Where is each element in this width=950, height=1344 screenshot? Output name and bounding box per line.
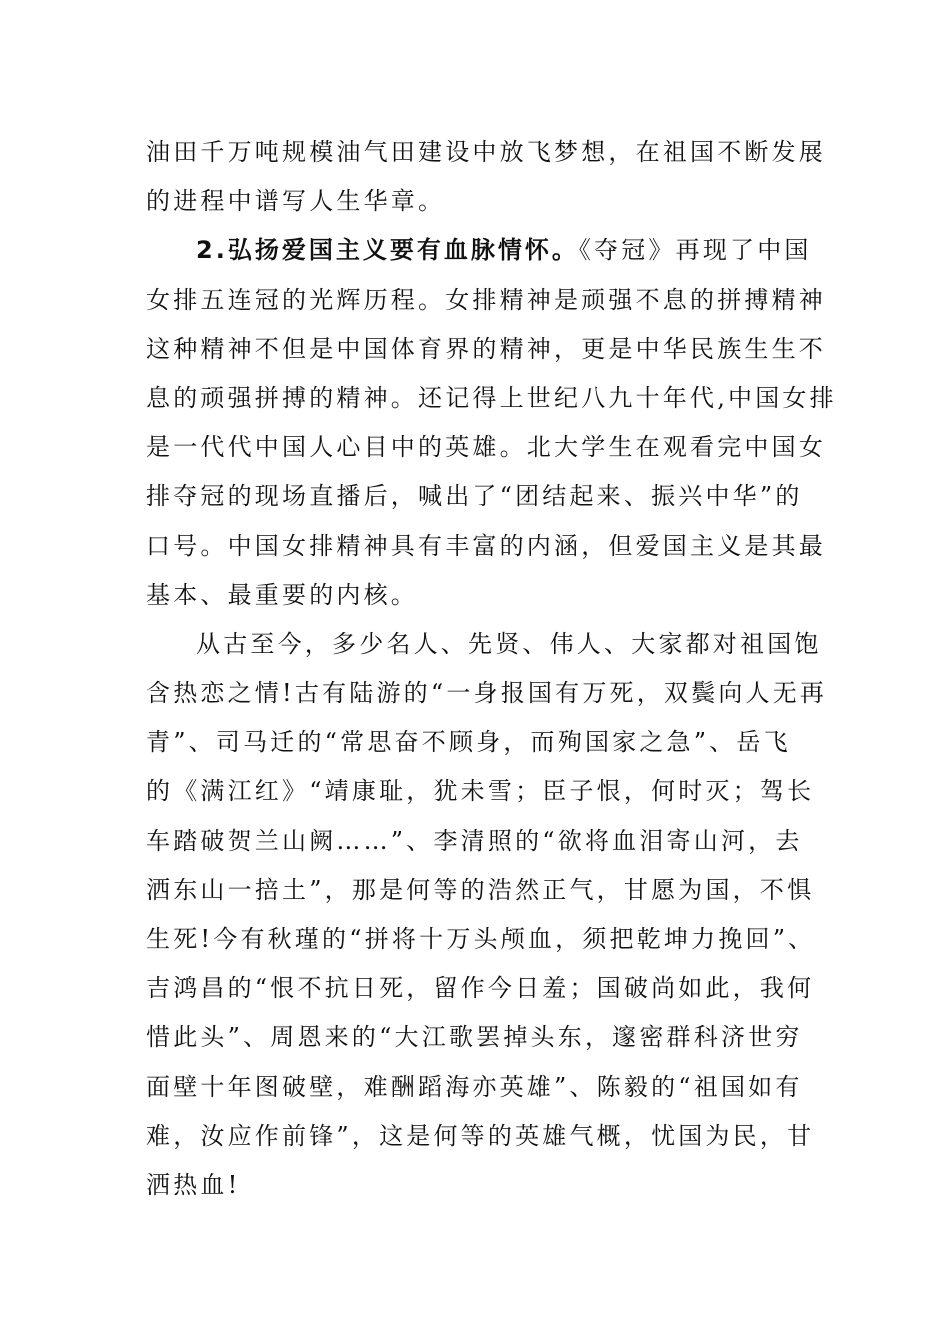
- text-span: 《夺冠》再现了中国: [578, 236, 812, 265]
- document-body: [146, 128, 837, 1210]
- text-line: 息的顽强拼搏的精神。还记得上世纪八九十年代,中国女排: [146, 383, 837, 412]
- text-line: [146, 226, 812, 275]
- paragraph-3: [146, 620, 828, 1210]
- text-line: 排夺冠的现场直播后，喊出了“团结起来、振兴中华”的: [146, 482, 803, 511]
- text-line: 洒热血!: [146, 1170, 241, 1199]
- text-line: 难，汝应作前锋”，这是何等的英雄气概，忧国为民，甘: [146, 1121, 815, 1150]
- text-line: 这种精神不但是中国体育界的精神，更是中华民族生生不: [146, 334, 826, 363]
- text-line: 女排五连冠的光辉历程。女排精神是顽强不息的拼搏精神: [146, 285, 826, 314]
- paragraph-2: [146, 226, 837, 620]
- text-line: 青”、司马迁的“常思奋不顾身，而殉国家之急”、岳飞: [146, 728, 791, 757]
- text-line: 油田千万吨规模油气田建设中放飞梦想，在祖国不断发展: [146, 138, 826, 166]
- text-line: 基本、最重要的内核。: [146, 580, 418, 609]
- text-line: 洒东山一掊土”，那是何等的浩然正气，甘愿为国，不惧: [146, 875, 815, 904]
- text-line: 吉鸿昌的“恨不抗日死，留作今日羞；国破尚如此，我何: [146, 974, 815, 1003]
- text-line: 从古至今，多少名人、先贤、伟人、大家都对祖国饱: [196, 629, 822, 658]
- paragraph-1: [146, 128, 826, 226]
- text-line: 的《满江红》“靖康耻，犹未雪；臣子恨，何时灭；驾长: [146, 777, 815, 806]
- section-heading: 2.弘扬爱国主义要有血脉情怀。: [196, 236, 579, 265]
- text-line: 含热恋之情!古有陆游的“一身报国有万死，双鬓向人无再: [146, 679, 828, 708]
- text-line: 是一代代中国人心目中的英雄。北大学生在观看完中国女: [146, 433, 826, 462]
- text-line: 车踏破贺兰山阙……”、李清照的“欲将血泪寄山河，去: [146, 826, 803, 855]
- text-line: 面壁十年图破壁，难酬蹈海亦英雄”、陈毅的“祖国如有: [146, 1072, 803, 1101]
- text-line: 惜此头”、周恩来的“大江歌罢掉头东，邃密群科济世穷: [146, 1023, 803, 1052]
- text-line: 的进程中谱写人生华章。: [146, 187, 446, 216]
- text-line: 口号。中国女排精神具有丰富的内涵，但爱国主义是其最: [146, 531, 826, 560]
- text-line: 生死!今有秋瑾的“拼将十万头颅血，须把乾坤力挽回”、: [146, 925, 816, 953]
